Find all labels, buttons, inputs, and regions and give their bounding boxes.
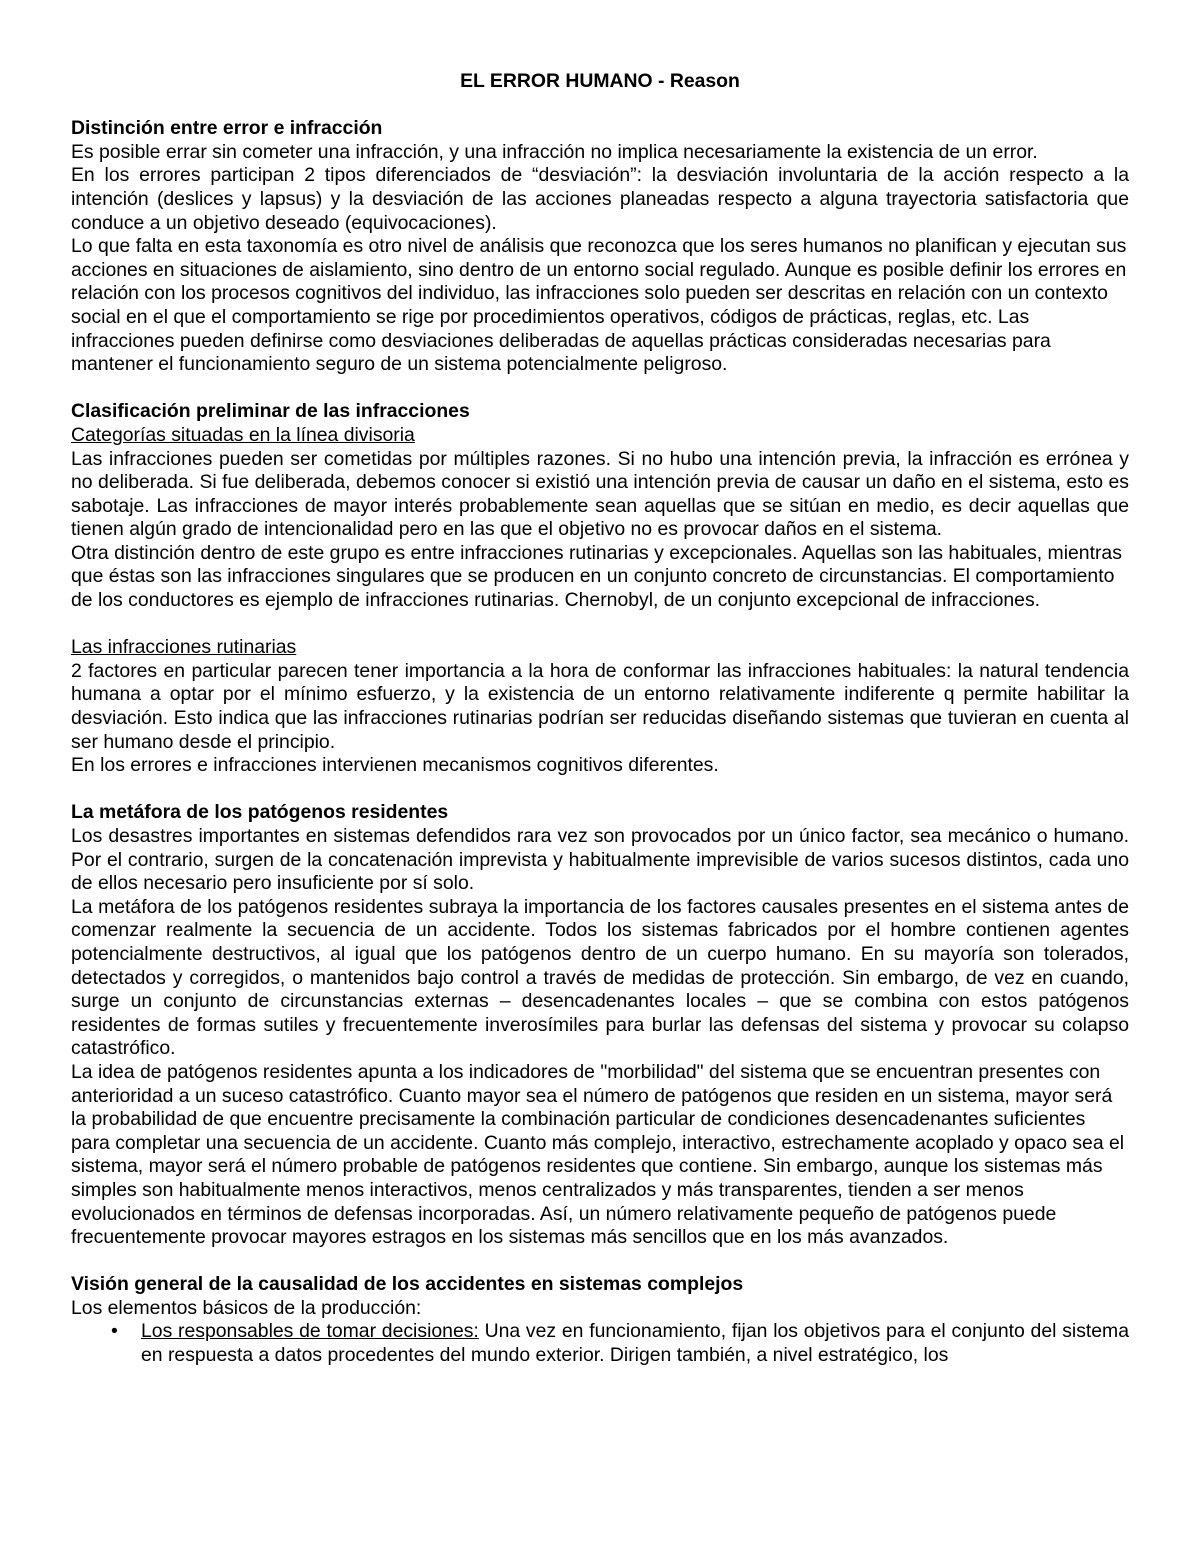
page-title: EL ERROR HUMANO - Reason	[460, 70, 740, 92]
paragraph: La idea de patógenos residentes apunta a los indicadores de "morbilidad" del sistema que se encuentran presentes con anterioridad a un suceso catastrófico. Cuanto mayor sea el número de patógenos que residen en un sistema, mayor será la probabilidad de que encuentre precisamente la combinación particular de condiciones desencadenantes suficientes para completar una secuencia de un accidente. Cuanto más complejo, interactivo, estrechamente acoplado y opaco sea el sistema, mayor será el número probable de patógenos residentes que contiene. Sin embargo, aunque los sistemas más simples son habitualmente menos interactivos, menos centralizados y más transparentes, tienden a ser menos evolucionados en términos de defensas incorporadas. Así, un número relativamente pequeño de patógenos puede frecuentemente provocar mayores estragos en los sistemas más sencillos que en los más avanzados.	[71, 1060, 1125, 1249]
paragraph: Otra distinción dentro de este grupo es entre infracciones rutinarias y excepcionales. Aquellas son las habituales, mientras que éstas son las infracciones singulares que se producen en un conjunto concreto de circunstancias. El comportamiento de los conductores es ejemplo de infracciones rutinarias. Chernobyl, de un conjunto excepcional de infracciones.	[71, 541, 1122, 612]
section-heading: Clasificación preliminar de las infracciones	[71, 400, 470, 423]
section-heading: La metáfora de los patógenos residentes	[71, 801, 449, 824]
paragraph: Lo que falta en esta taxonomía es otro nivel de análisis que reconozca que los seres humanos no planifican y ejecutan sus acciones en situaciones de aislamiento, sino dentro de un entorno social regulado. Aunque es posible definir los errores en relación con los procesos cognitivos del individuo, las infracciones solo pueden ser descritas en relación con un contexto social en el que el comportamiento se rige por procedimientos operativos, códigos de prácticas, reglas, etc. Las infracciones pueden definirse como desviaciones deliberadas de aquellas prácticas consideradas necesarias para mantener el funcionamiento seguro de un sistema potencialmente peligroso.	[71, 235, 1127, 376]
section-heading: Distinción entre error e infracción	[71, 117, 383, 140]
list-item	[71, 1320, 1129, 1367]
list-item-label: Los responsables de tomar decisiones:	[141, 1320, 479, 1343]
section-causalidad	[71, 1273, 1129, 1367]
spacer	[71, 1250, 1129, 1274]
bullet-list	[71, 1320, 1129, 1367]
section-patogenos	[71, 801, 1129, 1249]
list-item-text: Una vez en funcionamiento, fijan los objetivos para el conjunto del sistema en respuesta a datos procedentes del mundo exterior. Dirigen también, a nivel estratégico, los	[141, 1320, 1129, 1367]
paragraph: En los errores e infracciones intervienen mecanismos cognitivos diferentes.	[71, 754, 719, 777]
subheading: Categorías situadas en la línea divisoria	[71, 423, 415, 446]
paragraph: 2 factores en particular parecen tener importancia a la hora de conformar las infracciones habituales: la natural tendencia humana a optar por el mínimo esfuerzo, y la existencia de un entorno relativamente indiferente q permite habilitar la desviación. Esto indica que las infracciones rutinarias podrían ser reducidas diseñando sistemas que tuvieran en cuenta al ser humano desde el principio.	[71, 659, 1129, 753]
paragraph: Los elementos básicos de la producción:	[71, 1296, 422, 1319]
section-heading: Visión general de la causalidad de los accidentes en sistemas complejos	[71, 1273, 744, 1296]
paragraph: Es posible errar sin cometer una infracción, y una infracción no implica necesariamente la existencia de un error.	[71, 140, 1038, 163]
bullet-icon: •	[111, 1320, 118, 1343]
paragraph: La metáfora de los patógenos residentes subraya la importancia de los factores causales presentes en el sistema antes de comenzar realmente la secuencia de un accidente. Todos los sistemas fabricados por el hombre contienen agentes potencialmente destructivos, al igual que los patógenos dentro de un cuerpo humano. En su mayoría son tolerados, detectados y corregidos, o mantenidos bajo control a través de medidas de protección. Sin embargo, de vez en cuando, surge un conjunto de circunstancias externas – desencadenantes locales – que se combina con estos patógenos residentes de formas sutiles y frecuentemente inverosímiles para burlar las defensas del sistema y provocar su colapso catastrófico.	[71, 895, 1129, 1060]
paragraph: Los desastres importantes en sistemas defendidos rara vez son provocados por un único factor, sea mecánico o humano. Por el contrario, surgen de la concatenación imprevista y habitualmente imprevisible de varios sucesos distintos, cada uno de ellos necesario pero insuficiente por sí solo.	[71, 825, 1129, 895]
document-body	[71, 70, 1129, 1368]
spacer	[71, 377, 1129, 401]
paragraph: Las infracciones pueden ser cometidas por múltiples razones. Si no hubo una intención previa, la infracción es errónea y no deliberada. Si fue deliberada, debemos conocer si existió una intención previa de causar un daño en el sistema, esto es sabotaje. Las infracciones de mayor interés probablemente sean aquellas que se sitúan en medio, es decir aquellas que tienen algún grado de intencionalidad pero en las que el objetivo no es provocar daños en el sistema.	[71, 447, 1129, 541]
spacer	[71, 778, 1129, 802]
subheading: Las infracciones rutinarias	[71, 636, 297, 659]
section-error-vs-infraccion	[71, 117, 1129, 377]
spacer	[71, 613, 1129, 637]
section-clasificacion	[71, 400, 1129, 778]
paragraph: En los errores participan 2 tipos diferenciados de “desviación”: la desviación involuntaria de la acción respecto a la intención (deslices y lapsus) y la desviación de las acciones planeadas respecto a alguna trayectoria satisfactoria que conduce a un objetivo deseado (equivocaciones).	[71, 164, 1129, 234]
